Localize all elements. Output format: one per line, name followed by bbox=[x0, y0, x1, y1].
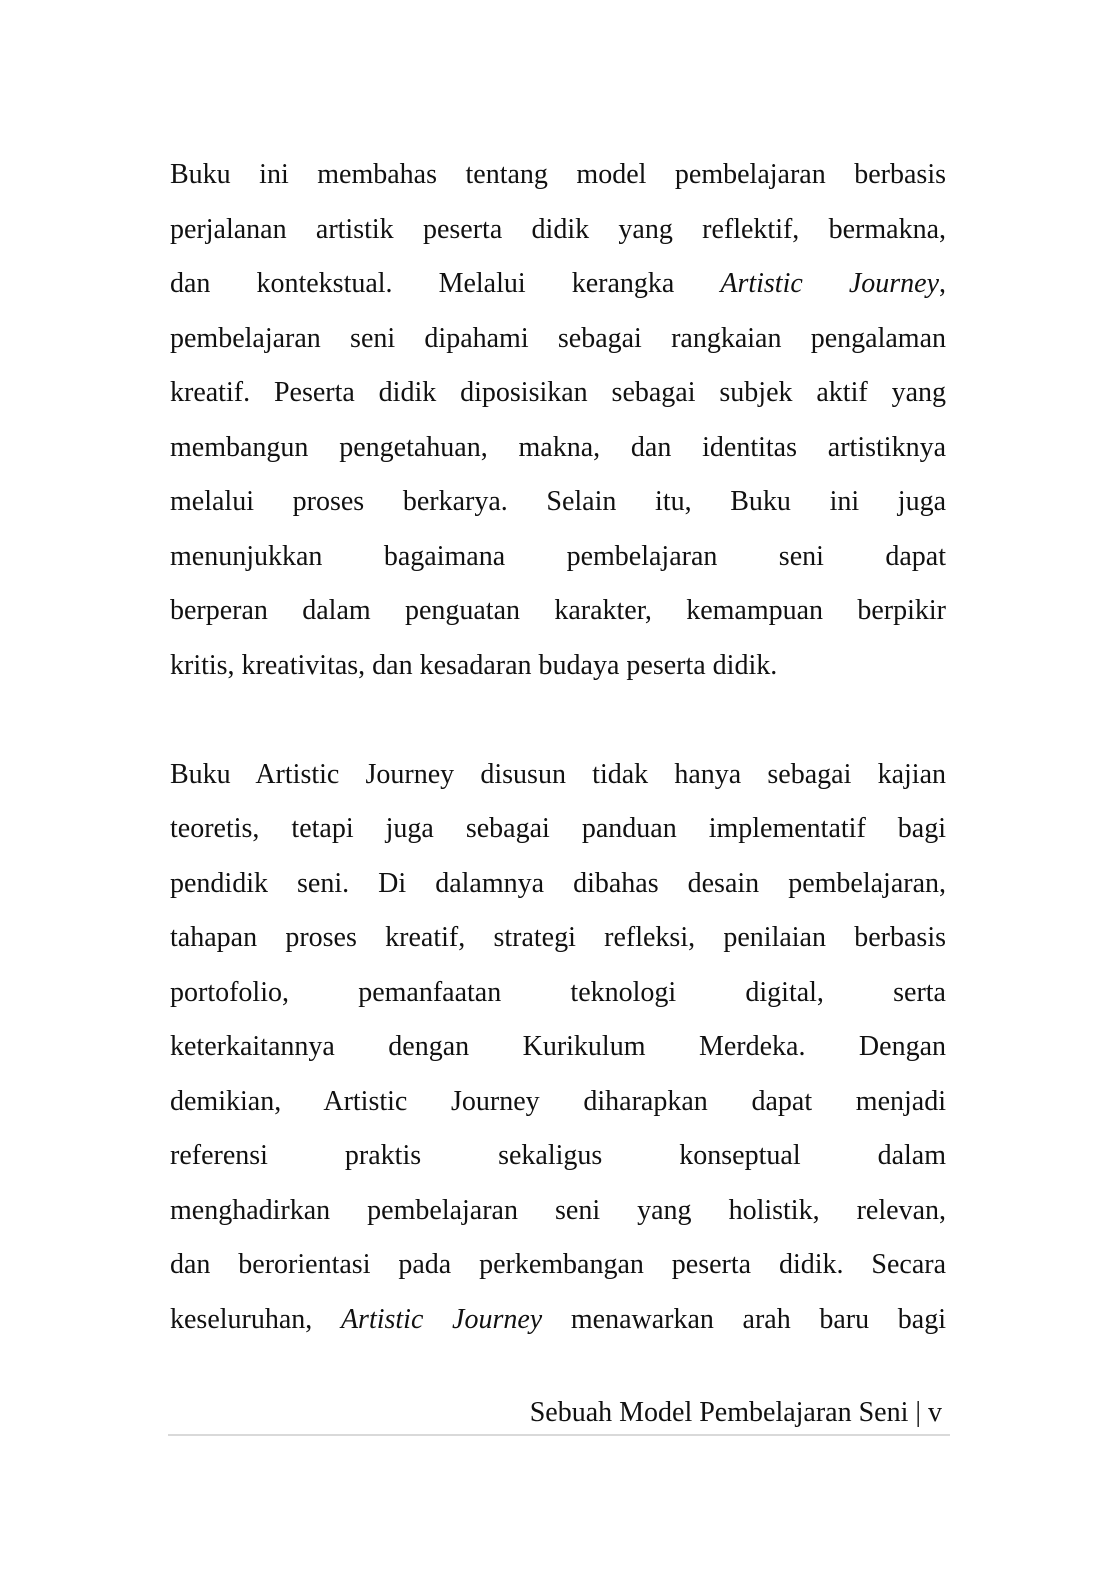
text-line bbox=[170, 1238, 946, 1293]
italic-text-run: Artistic Journey bbox=[720, 268, 939, 299]
text-run: kreatif. Peserta didik diposisikan sebagai subjek aktif yang bbox=[170, 377, 946, 408]
text-run: pendidik seni. Di dalamnya dibahas desain pembelajaran, bbox=[170, 867, 946, 899]
text-line bbox=[170, 475, 946, 530]
text-line bbox=[170, 421, 946, 476]
text-line bbox=[170, 748, 946, 803]
text-run: melalui proses berkarya. Selain itu, Buku ini juga bbox=[170, 486, 946, 517]
text-run: menghadirkan pembelajaran seni yang holistik, relevan, bbox=[170, 1194, 946, 1226]
paragraph bbox=[170, 148, 946, 693]
text-run: Buku ini membahas tentang model pembelajaran berbasis bbox=[170, 159, 946, 190]
text-run: dan berorientasi pada perkembangan peserta didik. Secara bbox=[170, 1249, 946, 1280]
text-run: berperan dalam penguatan karakter, kemampuan berpikir bbox=[170, 595, 946, 626]
text-line bbox=[170, 1184, 946, 1239]
text-line bbox=[170, 1075, 946, 1130]
text-run: perjalanan artistik peserta didik yang reflektif, bermakna, bbox=[170, 213, 946, 245]
text-run: teoretis, tetapi juga sebagai panduan implementatif bagi bbox=[170, 813, 946, 844]
text-run: tahapan proses kreatif, strategi refleksi, penilaian berbasis bbox=[170, 922, 946, 953]
text-run: menunjukkan bagaimana pembelajaran seni dapat bbox=[170, 540, 946, 572]
text-line bbox=[170, 584, 946, 639]
italic-text-run: Artistic Journey bbox=[340, 1303, 543, 1335]
footer-divider-line bbox=[168, 1434, 950, 1436]
text-run: portofolio, pemanfaatan teknologi digital, serta bbox=[170, 976, 946, 1008]
footer-page-label: Sebuah Model Pembelajaran Seni | v bbox=[529, 1397, 942, 1428]
text-line bbox=[170, 1020, 946, 1075]
text-run: pembelajaran seni dipahami sebagai rangkaian pengalaman bbox=[170, 322, 946, 354]
text-line bbox=[170, 148, 946, 203]
text-run: demikian, Artistic Journey diharapkan dapat menjadi bbox=[170, 1085, 946, 1117]
text-run: referensi praktis sekaligus konseptual dalam bbox=[170, 1140, 946, 1171]
text-run: , bbox=[939, 268, 946, 299]
text-line bbox=[170, 257, 946, 312]
text-line bbox=[170, 639, 946, 694]
text-line bbox=[170, 857, 946, 912]
text-line bbox=[170, 966, 946, 1021]
text-line bbox=[170, 911, 946, 966]
text-line bbox=[170, 802, 946, 857]
text-line bbox=[170, 203, 946, 258]
text-run: menawarkan arah baru bagi bbox=[542, 1303, 946, 1335]
text-run: kritis, kreativitas, dan kesadaran budaya peserta didik. bbox=[170, 649, 778, 681]
text-line bbox=[170, 1293, 946, 1348]
text-line bbox=[170, 366, 946, 421]
text-line bbox=[170, 1129, 946, 1184]
text-run: keterkaitannya dengan Kurikulum Merdeka. Dengan bbox=[170, 1031, 946, 1062]
body-text bbox=[170, 148, 946, 1347]
text-run: Buku Artistic Journey disusun tidak hanya sebagai kajian bbox=[170, 758, 946, 790]
text-line bbox=[170, 530, 946, 585]
paragraph bbox=[170, 748, 946, 1348]
text-run: keseluruhan, bbox=[170, 1303, 341, 1335]
text-run: membangun pengetahuan, makna, dan identitas artistiknya bbox=[170, 431, 946, 463]
text-line bbox=[170, 312, 946, 367]
text-run: dan kontekstual. Melalui kerangka bbox=[170, 268, 721, 299]
